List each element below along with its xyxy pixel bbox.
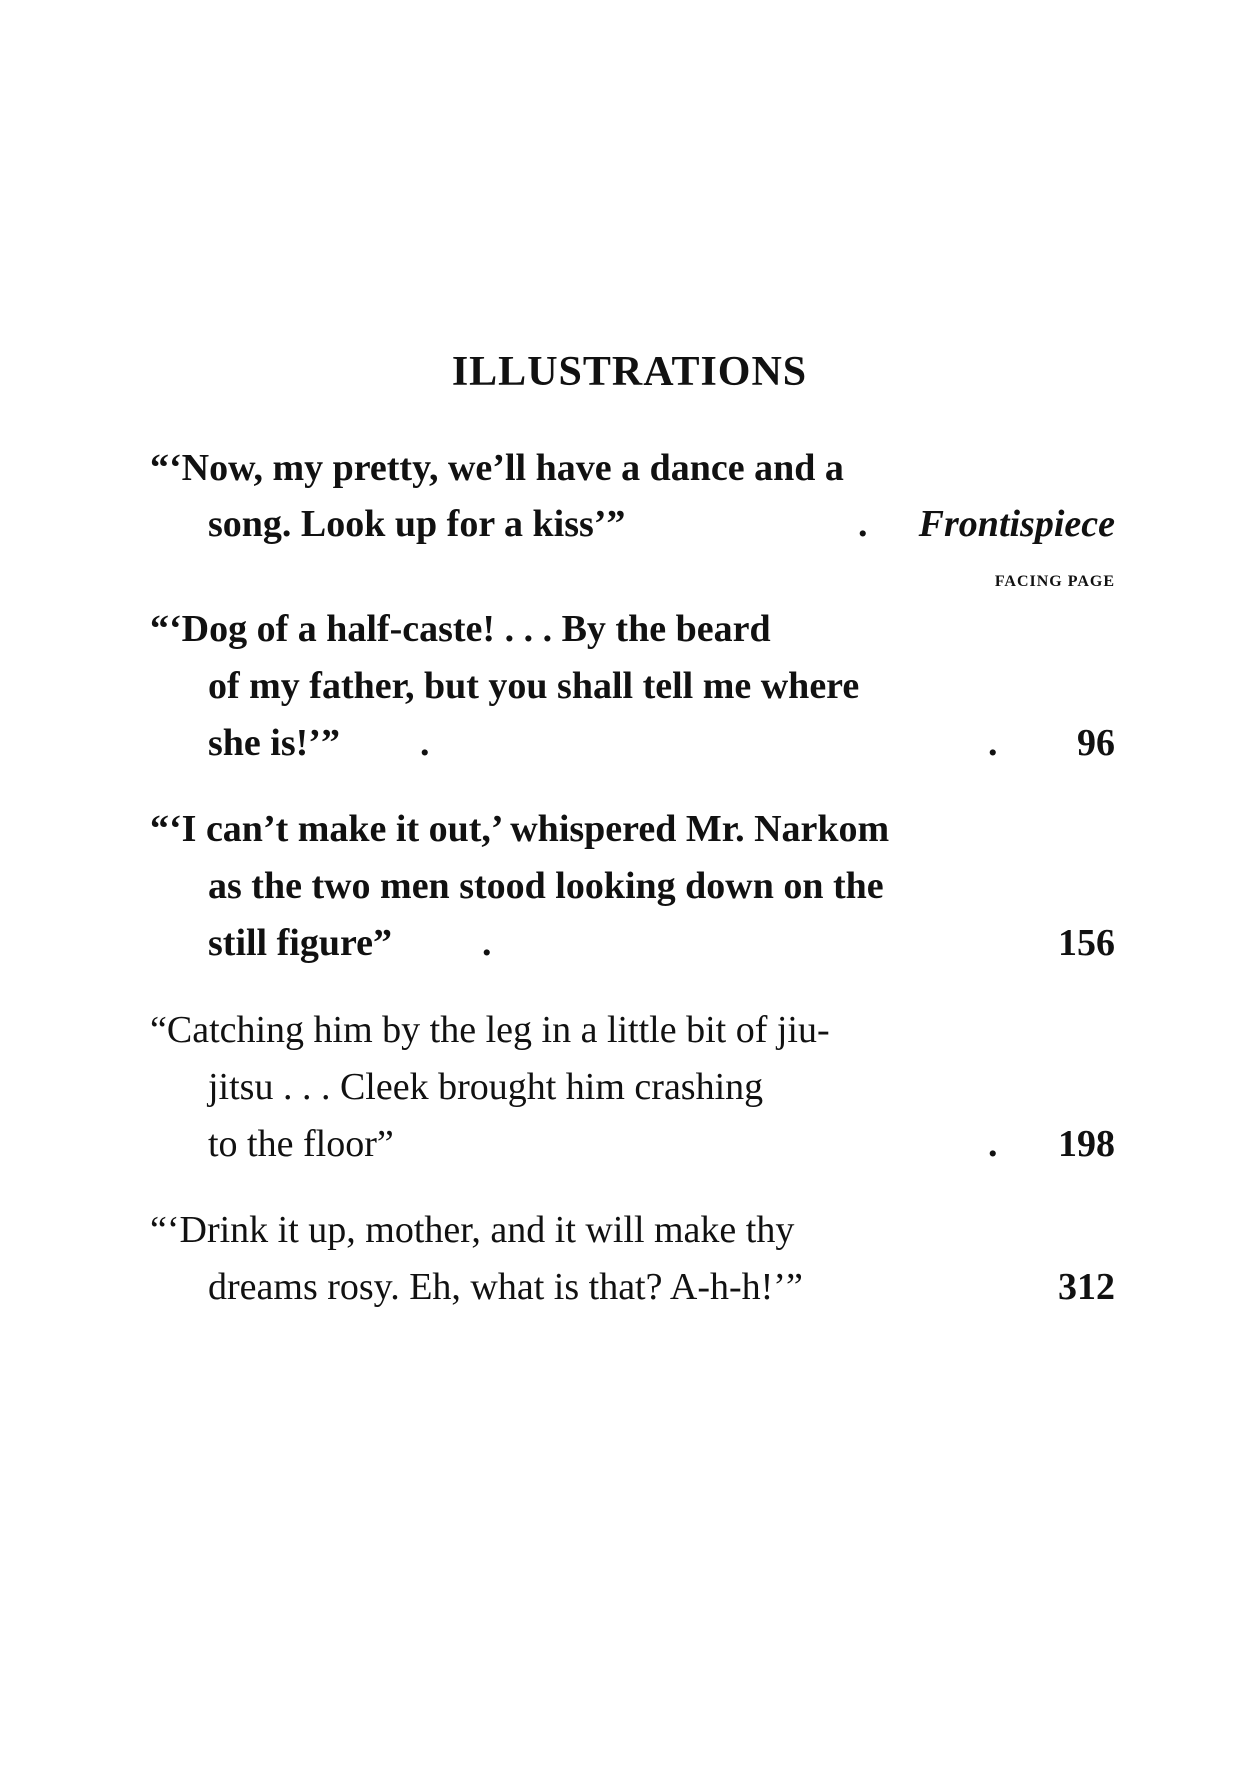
list-item-line [150, 1001, 1115, 1059]
facing-page-label: FACING PAGE [994, 573, 1115, 590]
list-item-line [150, 1058, 1115, 1116]
entry-4-leader-right: . [988, 1123, 998, 1165]
entry-2-page: 96 [1077, 722, 1115, 764]
entry-4-line-2: jitsu . . . Cleek brought him crashing [208, 1066, 764, 1108]
list-item-line [150, 1115, 1115, 1173]
entry-5-line-2: dreams rosy. Eh, what is that? A-h-h!’” [208, 1266, 803, 1308]
entry-3-leader-left: . [482, 922, 492, 964]
list-item-line [150, 800, 1115, 858]
page-title: ILLUSTRATIONS [451, 349, 808, 395]
list-item-line [150, 1201, 1115, 1259]
entry-3-page: 156 [1058, 922, 1115, 964]
list-item-line [150, 1258, 1115, 1316]
list-item-line [150, 439, 1115, 497]
entry-1-line-1: “‘Now, my pretty, we’ll have a dance and a [150, 447, 844, 489]
entry-3-line-3: still figure” [208, 922, 393, 964]
entry-1-page: Frontispiece [918, 503, 1115, 545]
entry-5-page: 312 [1058, 1266, 1115, 1308]
entry-2-leader-left: . [420, 722, 430, 764]
entry-4-line-1: “Catching him by the leg in a little bit of jiu- [150, 1009, 830, 1051]
list-item-line [150, 600, 1115, 658]
entry-1-leader: . [858, 503, 868, 545]
list-item-line [150, 495, 1115, 553]
list-item-line [150, 857, 1115, 915]
entry-2-line-1: “‘Dog of a half-caste! . . . By the beard [150, 608, 771, 650]
entry-5-line-1: “‘Drink it up, mother, and it will make thy [150, 1209, 795, 1251]
entry-4-line-3: to the floor” [208, 1123, 394, 1165]
list-item-line [150, 714, 1115, 772]
list-item-line [150, 914, 1115, 972]
entry-3-line-2: as the two men stood looking down on the [208, 865, 884, 907]
entry-4-page: 198 [1058, 1123, 1115, 1165]
list-item-line [150, 657, 1115, 715]
entry-1-line-2: song. Look up for a kiss’” [208, 503, 626, 545]
entry-3-line-1: “‘I can’t make it out,’ whispered Mr. Narkom [150, 808, 890, 850]
entry-2-line-2: of my father, but you shall tell me where [208, 665, 860, 707]
entry-2-leader-right: . [988, 722, 998, 764]
entry-2-line-3: she is!’” [208, 722, 340, 764]
